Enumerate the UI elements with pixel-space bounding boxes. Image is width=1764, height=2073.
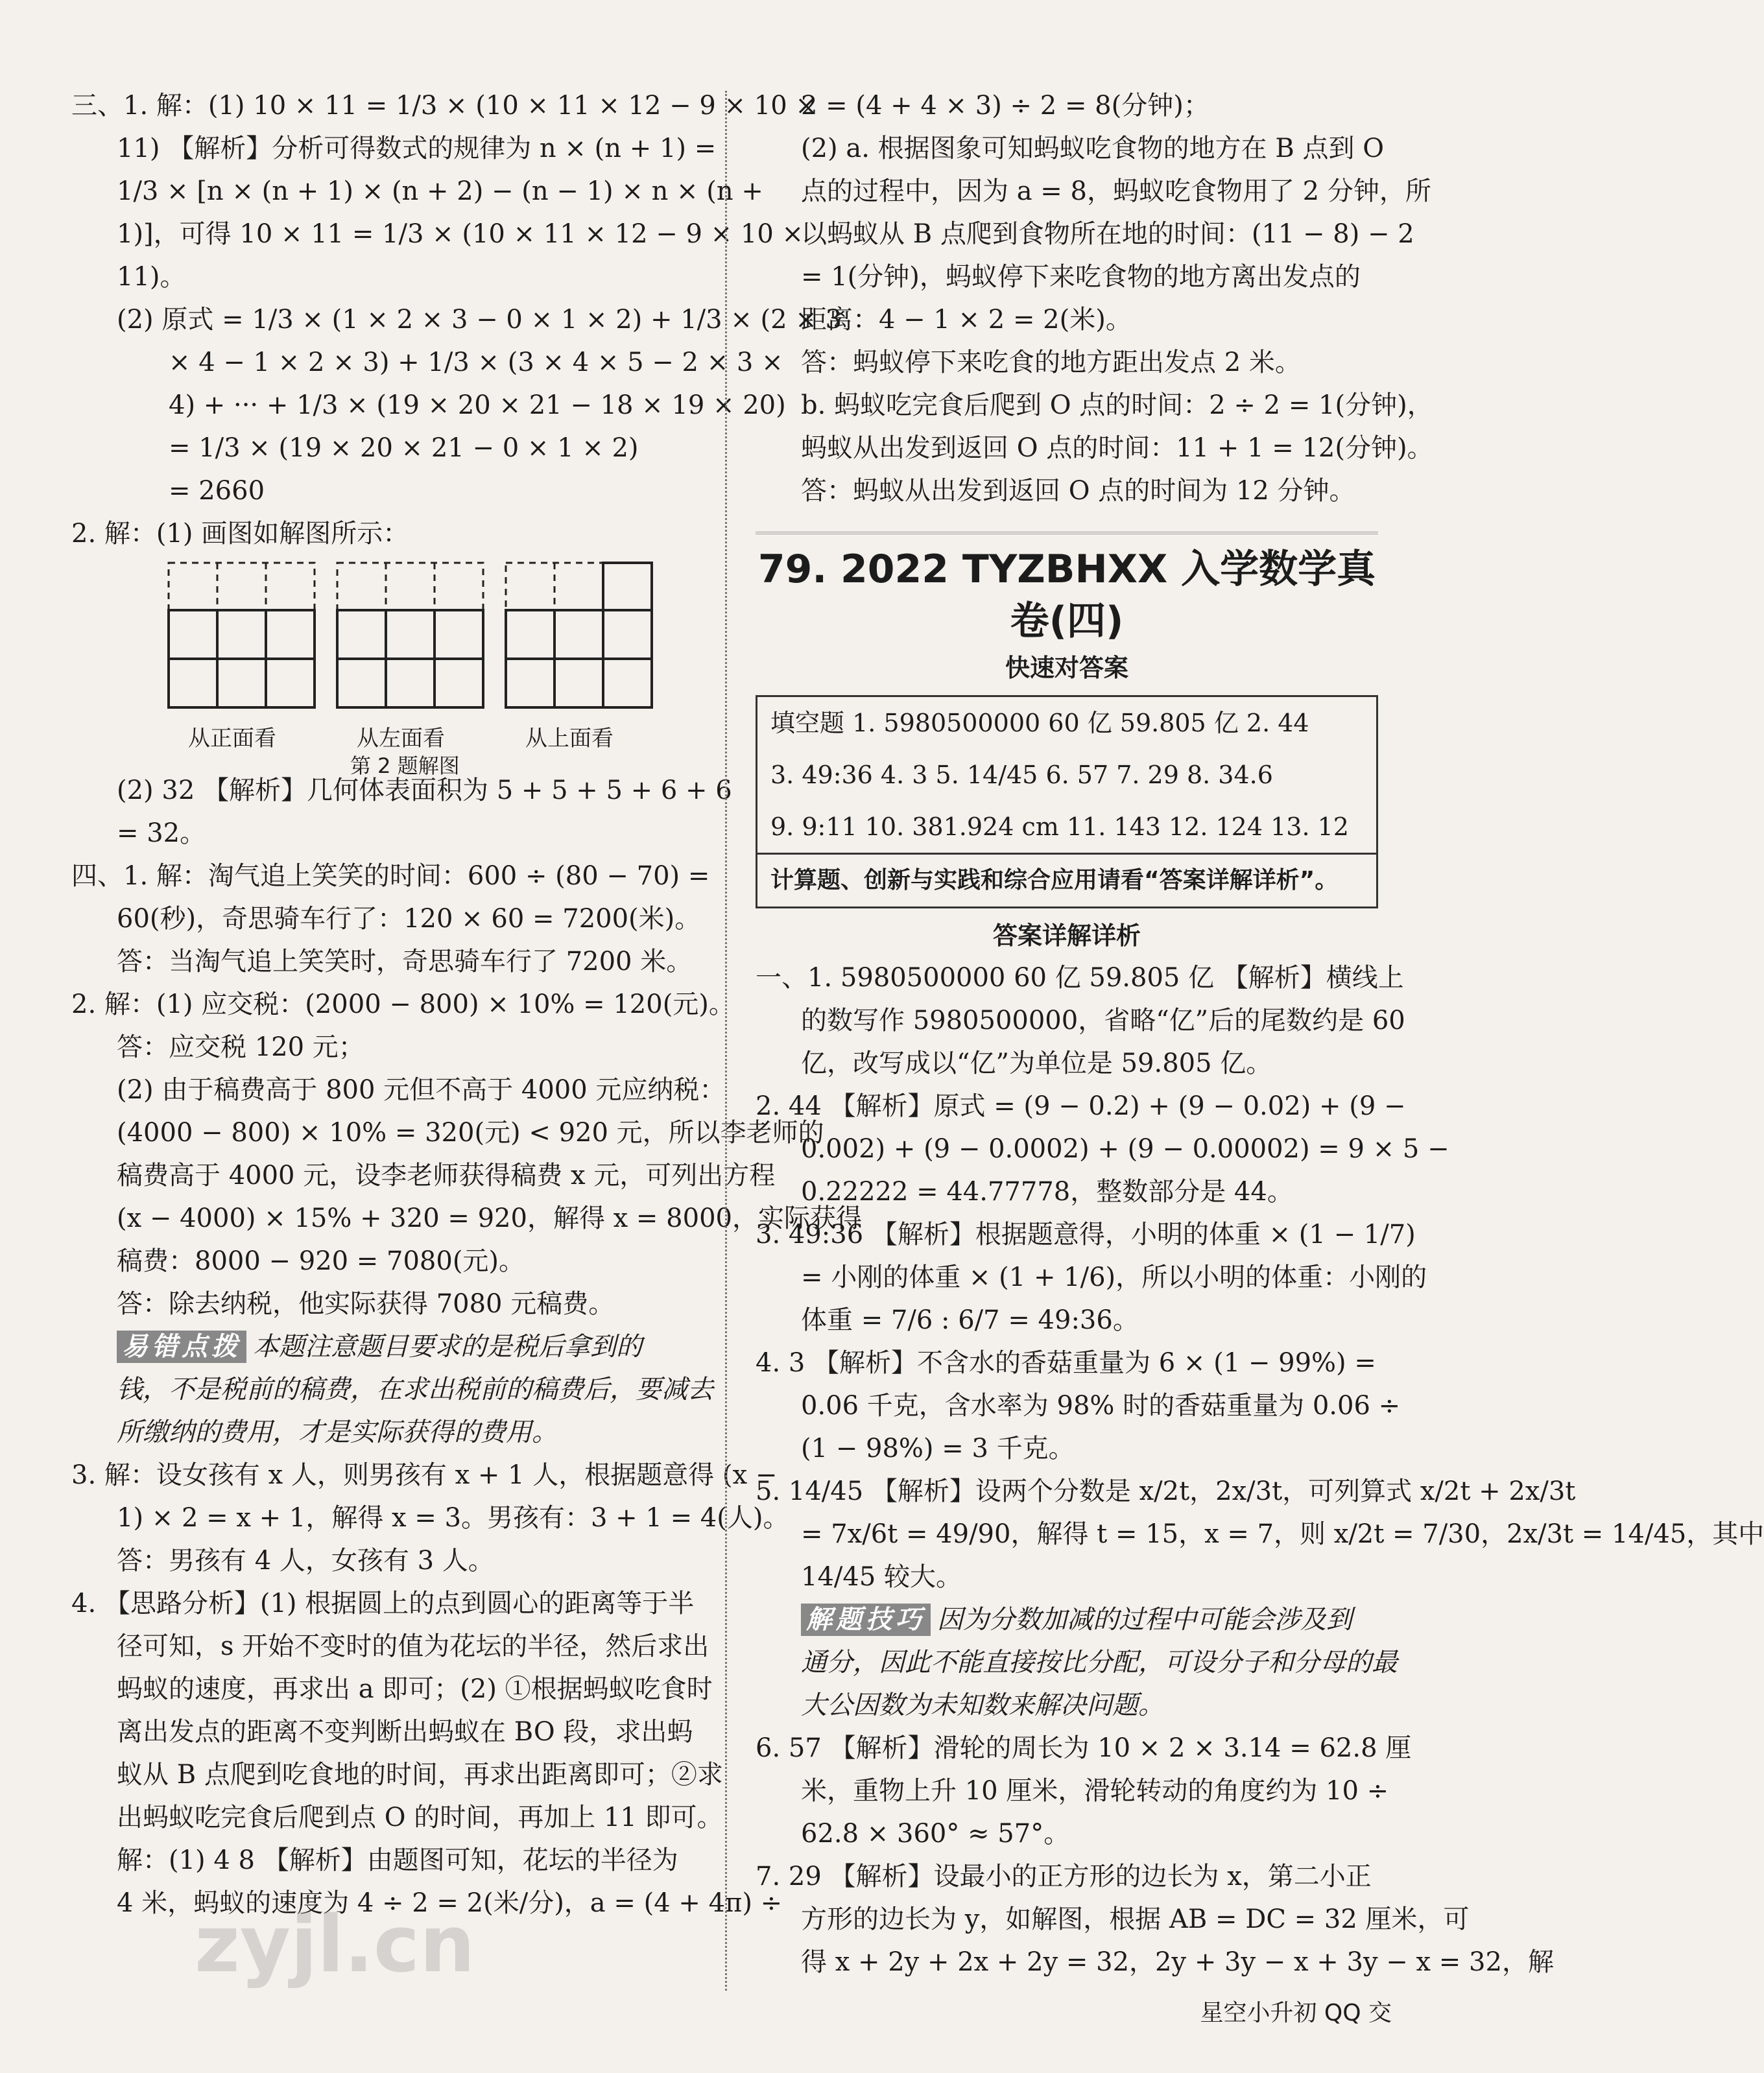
text-line: 0.06 千克，含水率为 98% 时的香菇重量为 0.06 ÷ (801, 1391, 1401, 1421)
text-line: 所缴纳的费用，才是实际获得的费用。 (117, 1417, 558, 1447)
text-line: 亿，改写成以“亿”为单位是 59.805 亿。 (801, 1048, 1272, 1078)
text-line: = 2660 (169, 476, 265, 506)
tip-technique-note (756, 1598, 1398, 1727)
q4-part (71, 855, 862, 1325)
text-line: 稿费高于 4000 元，设李老师获得稿费 x 元，可列出方程 (117, 1161, 776, 1190)
text-line: 2. 解：(1) 应交税：(2000 − 800) × 10% = 120(元)。 (71, 989, 735, 1019)
text-line: 答：蚂蚁停下来吃食的地方距出发点 2 米。 (801, 348, 1301, 377)
page-footer: 星空小升初 QQ 交 (1200, 2000, 1392, 2026)
quick-answer-row: 3. 49:36 4. 3 5. 14/45 6. 57 7. 29 8. 34.6 (770, 761, 1273, 789)
text-line: 蚂蚁从出发到返回 O 点的时间：11 + 1 = 12(分钟)。 (801, 433, 1433, 463)
left-view-grid (337, 562, 486, 711)
text-line: 3. 解：设女孩有 x 人，则男孩有 x + 1 人，根据题意得 (x − (71, 1460, 778, 1490)
text-line: 大公因数为未知数来解决问题。 (801, 1690, 1164, 1720)
text-line: 3. 49:36 【解析】根据题意得，小明的体重 × (1 − 1/7) (756, 1220, 1416, 1250)
text-line: 三、1. 解：(1) 10 × 11 = 1/3 × (10 × 11 × 12 − 9 × 10 × (71, 91, 817, 121)
top-view-label: 从上面看 (525, 726, 614, 752)
detail-title: 答案详解详析 (992, 921, 1141, 950)
figure-caption: 第 2 题解图 (350, 753, 460, 778)
text-line: 2 = (4 + 4 × 3) ÷ 2 = 8(分钟)； (801, 91, 1210, 121)
text-line: 答：除去纳税，他实际获得 7080 元稿费。 (117, 1289, 615, 1319)
top-view-grid (506, 562, 655, 711)
text-line: 6. 57 【解析】滑轮的周长为 10 × 2 × 3.14 = 62.8 厘 (756, 1733, 1412, 1763)
text-line: 径可知，s 开始不变时的值为花坛的半径，然后求出 (117, 1631, 709, 1661)
text-line: 1) × 2 = x + 1，解得 x = 3。男孩有：3 + 1 = 4(人)。 (117, 1503, 789, 1533)
section-title: 79. 2022 TYZBHXX 入学数学真卷(四) (757, 547, 1376, 644)
text-line: 0.002) + (9 − 0.0002) + (9 − 0.00002) = 9 × 5 − (801, 1134, 1449, 1164)
text-line: 本题注意题目要求的是税后拿到的 (253, 1332, 642, 1362)
tip-label: 解题技巧 (801, 1604, 931, 1636)
left-column (71, 84, 862, 1925)
text-line: b. 蚂蚁吃完食后爬到 O 点的时间：2 ÷ 2 = 1(分钟)， (801, 390, 1433, 420)
q3-part1 (71, 84, 842, 512)
text-line: 通分，因此不能直接按比分配，可设分子和分母的最 (801, 1648, 1398, 1677)
text-line: 方形的边长为 y，如解图，根据 AB = DC = 32 厘米，可 (801, 1904, 1470, 1934)
text-line: 答：男孩有 4 人，女孩有 3 人。 (117, 1546, 494, 1576)
q3-2-heading: 2. 解：(1) 画图如解图所示： (71, 519, 409, 549)
right-top (756, 84, 1433, 512)
text-line: 稿费：8000 − 920 = 7080(元)。 (117, 1246, 525, 1276)
text-line: (4000 − 800) × 10% = 320(元) < 920 元，所以李老师的 (117, 1118, 824, 1148)
text-line: 米，重物上升 10 厘米，滑轮转动的角度约为 10 ÷ (801, 1776, 1389, 1806)
text-line: 答：蚂蚁从出发到返回 O 点的时间为 12 分钟。 (801, 476, 1355, 506)
tip-label: 易错点拨 (117, 1331, 246, 1363)
column-divider (725, 91, 727, 1991)
quick-answer-row: 9. 9:11 10. 381.924 cm 11. 143 12. 124 13. 12 (770, 812, 1349, 841)
text-line: (2) 由于稿费高于 800 元但不高于 4000 元应纳税： (117, 1075, 726, 1105)
text-line: 5. 14/45 【解析】设两个分数是 x/2t，2x/3t，可列算式 x/2t + 2x/3t (756, 1476, 1576, 1506)
quick-answer-note: 计算题、创新与实践和综合应用请看“答案详解详析”。 (757, 853, 1376, 906)
text-line: = 32。 (117, 818, 206, 848)
left-view-label: 从左面看 (357, 726, 445, 752)
text-line: (1 − 98%) = 3 千克。 (801, 1434, 1075, 1463)
text-line: 以蚂蚁从 B 点爬到食物所在地的时间：(11 − 8) − 2 (801, 219, 1414, 249)
text-line: 7. 29 【解析】设最小的正方形的边长为 x，第二小正 (756, 1862, 1372, 1891)
text-line: 蚂蚁的速度，再求出 a 即可；(2) ①根据蚂蚁吃食时 (117, 1674, 713, 1704)
text-line: 答：当淘气追上笑笑时，奇思骑车行了 7200 米。 (117, 947, 693, 977)
text-line: 因为分数加减的过程中可能会涉及到 (937, 1605, 1352, 1635)
text-line: (2) a. 根据图象可知蚂蚁吃食物的地方在 B 点到 O (801, 134, 1384, 163)
q4-3-4 (71, 1454, 789, 1925)
text-line: 一、1. 5980500000 60 亿 59.805 亿 【解析】横线上 (756, 963, 1404, 993)
text-line: 点的过程中，因为 a = 8，蚂蚁吃食物用了 2 分钟，所 (801, 176, 1431, 206)
text-line: 出蚂蚁吃完食后爬到点 O 的时间，再加上 11 即可。 (117, 1803, 723, 1832)
text-line: = 小刚的体重 × (1 + 1/6)，所以小明的体重：小刚的 (801, 1262, 1427, 1292)
detail-answers (756, 956, 1764, 1598)
quick-answer-box (756, 695, 1378, 908)
section-separator (756, 519, 1378, 534)
quick-answer-row: 填空题 1. 5980500000 60 亿 59.805 亿 2. 44 (770, 709, 1309, 737)
text-line: (2) 原式 = 1/3 × (1 × 2 × 3 − 0 × 1 × 2) + 1/3 × (2 × 3 (117, 305, 842, 335)
text-line: (2) 32 【解析】几何体表面积为 5 + 5 + 5 + 6 + 6 (117, 776, 732, 805)
text-line: 答：应交税 120 元； (117, 1032, 364, 1062)
text-line: 4. 3 【解析】不含水的香菇重量为 6 × (1 − 99%) = (756, 1348, 1376, 1378)
text-line: 2. 44 【解析】原式 = (9 − 0.2) + (9 − 0.02) + (9 − (756, 1091, 1406, 1121)
text-line: = 1/3 × (19 × 20 × 21 − 0 × 1 × 2) (169, 433, 639, 463)
text-line: 1)]，可得 10 × 11 = 1/3 × (10 × 11 × 12 − 9 × 10 × (117, 219, 804, 249)
text-line: 钱，不是税前的稿费，在求出税前的稿费后，要减去 (117, 1375, 713, 1404)
text-line: 62.8 × 360° ≈ 57°。 (801, 1819, 1070, 1849)
text-line: 60(秒)，奇思骑车行了：120 × 60 = 7200(米)。 (117, 904, 701, 934)
text-line: 14/45 较大。 (801, 1562, 962, 1592)
text-line: = 1(分钟)，蚂蚁停下来吃食物的地方离出发点的 (801, 262, 1361, 292)
text-line: 距离：4 − 1 × 2 = 2(米)。 (801, 305, 1132, 335)
text-line: 解：(1) 4 8 【解析】由题图可知，花坛的半径为 (117, 1845, 678, 1875)
text-line: 4. 【思路分析】(1) 根据圆上的点到圆心的距离等于半 (71, 1589, 695, 1618)
text-line: 0.22222 = 44.77778，整数部分是 44。 (801, 1177, 1293, 1207)
text-line: = 7x/6t = 49/90，解得 t = 15，x = 7，则 x/2t = 7/30，2x/3t = 14/45，其中 (801, 1519, 1764, 1549)
detail-answers-2 (756, 1727, 1554, 1984)
text-line: 四、1. 解：淘气追上笑笑的时间：600 ÷ (80 − 70) = (71, 861, 710, 891)
text-line: 11) 【解析】分析可得数式的规律为 n × (n + 1) = (117, 134, 717, 163)
text-line: 4) + ··· + 1/3 × (19 × 20 × 21 − 18 × 19 × 20) (169, 390, 786, 420)
text-line: × 4 − 1 × 2 × 3) + 1/3 × (3 × 4 × 5 − 2 × 3 × (169, 348, 783, 377)
text-line: 11)。 (117, 262, 186, 292)
watermark: zyjl.cn (195, 1900, 475, 1990)
quick-answer-title: 快速对答案 (1005, 654, 1128, 682)
text-line: 离出发点的距离不变判断出蚂蚁在 BO 段，求出蚂 (117, 1717, 693, 1747)
text-line: 1/3 × [n × (n + 1) × (n + 2) − (n − 1) × n × (n + (117, 176, 763, 206)
text-line: 的数写作 5980500000，省略“亿”后的尾数约是 60 (801, 1006, 1405, 1036)
text-line: (x − 4000) × 15% + 320 = 920，解得 x = 8000，实际获得 (117, 1203, 862, 1233)
front-view-label: 从正面看 (188, 726, 276, 752)
text-line: 体重 = 7/6 : 6/7 = 49:36。 (801, 1305, 1139, 1335)
text-line: 4 米，蚂蚁的速度为 4 ÷ 2 = 2(米/分)，a = (4 + 4π) ÷ (117, 1888, 783, 1918)
right-column (756, 84, 1764, 1984)
text-line: 蚁从 B 点爬到吃食地的时间，再求出距离即可；②求 (117, 1760, 723, 1790)
solution-figure (71, 555, 707, 778)
tip-error-note (71, 1325, 713, 1454)
text-line: 得 x + 2y + 2x + 2y = 32，2y + 3y − x + 3y − x = 32，解 (801, 1947, 1554, 1977)
front-view-grid (169, 562, 318, 711)
